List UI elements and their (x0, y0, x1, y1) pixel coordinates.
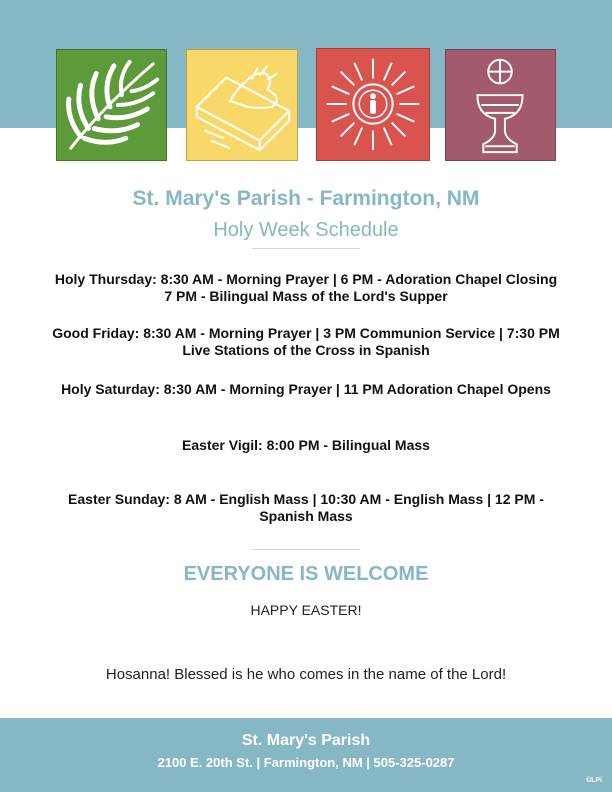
schedule-holy-saturday (30, 381, 582, 398)
chalice-and-host-icon (446, 50, 555, 160)
footer (0, 718, 612, 792)
footer-address: 2100 E. 20th St. | Farmington, NM | 505-325-0287 (157, 755, 455, 770)
footer-parish-name: St. Mary's Parish (241, 732, 371, 749)
schedule-line: Live Stations of the Cross in Spanish (182, 342, 430, 358)
palm-tile (56, 49, 167, 161)
chalice-tile (445, 49, 556, 161)
parish-title: St. Mary's Parish - Farmington, NM (132, 187, 480, 210)
schedule-line: Easter Vigil: 8:00 PM - Bilingual Mass (182, 437, 430, 453)
schedule-line: Spanish Mass (259, 508, 353, 524)
schedule-line: Good Friday: 8:30 AM - Morning Prayer | 3 PM Communion Service | 7:30 PM (52, 325, 560, 341)
monstrance-tile (316, 48, 430, 161)
schedule-holy-thursday (30, 271, 582, 305)
easter-greeting: HAPPY EASTER! (250, 602, 362, 618)
schedule-line: Holy Thursday: 8:30 AM - Morning Prayer | 6 PM - Adoration Chapel Closing (54, 271, 558, 287)
scripture-quote: Hosanna! Blessed is he who comes in the name of the Lord! (105, 666, 507, 683)
hands-and-nails-icon (187, 50, 297, 160)
schedule-line: Easter Sunday: 8 AM - English Mass | 10:30 AM - English Mass | 12 PM - (68, 491, 544, 507)
hands-tile (186, 49, 298, 161)
monstrance-icon (317, 49, 429, 160)
schedule-easter-vigil (30, 437, 582, 454)
palm-branch-icon (57, 50, 166, 160)
copyright-mark: ©LPi (585, 777, 602, 784)
schedule-good-friday (30, 325, 582, 359)
divider (252, 549, 360, 550)
welcome-heading: EVERYONE IS WELCOME (183, 563, 429, 585)
schedule-line: 7 PM - Bilingual Mass of the Lord's Supper (164, 288, 448, 304)
schedule-easter-sunday (30, 491, 582, 525)
icon-tiles (0, 0, 612, 170)
divider (252, 248, 360, 249)
schedule-subtitle: Holy Week Schedule (213, 219, 399, 241)
schedule-line: Holy Saturday: 8:30 AM - Morning Prayer | 11 PM Adoration Chapel Opens (61, 381, 551, 397)
